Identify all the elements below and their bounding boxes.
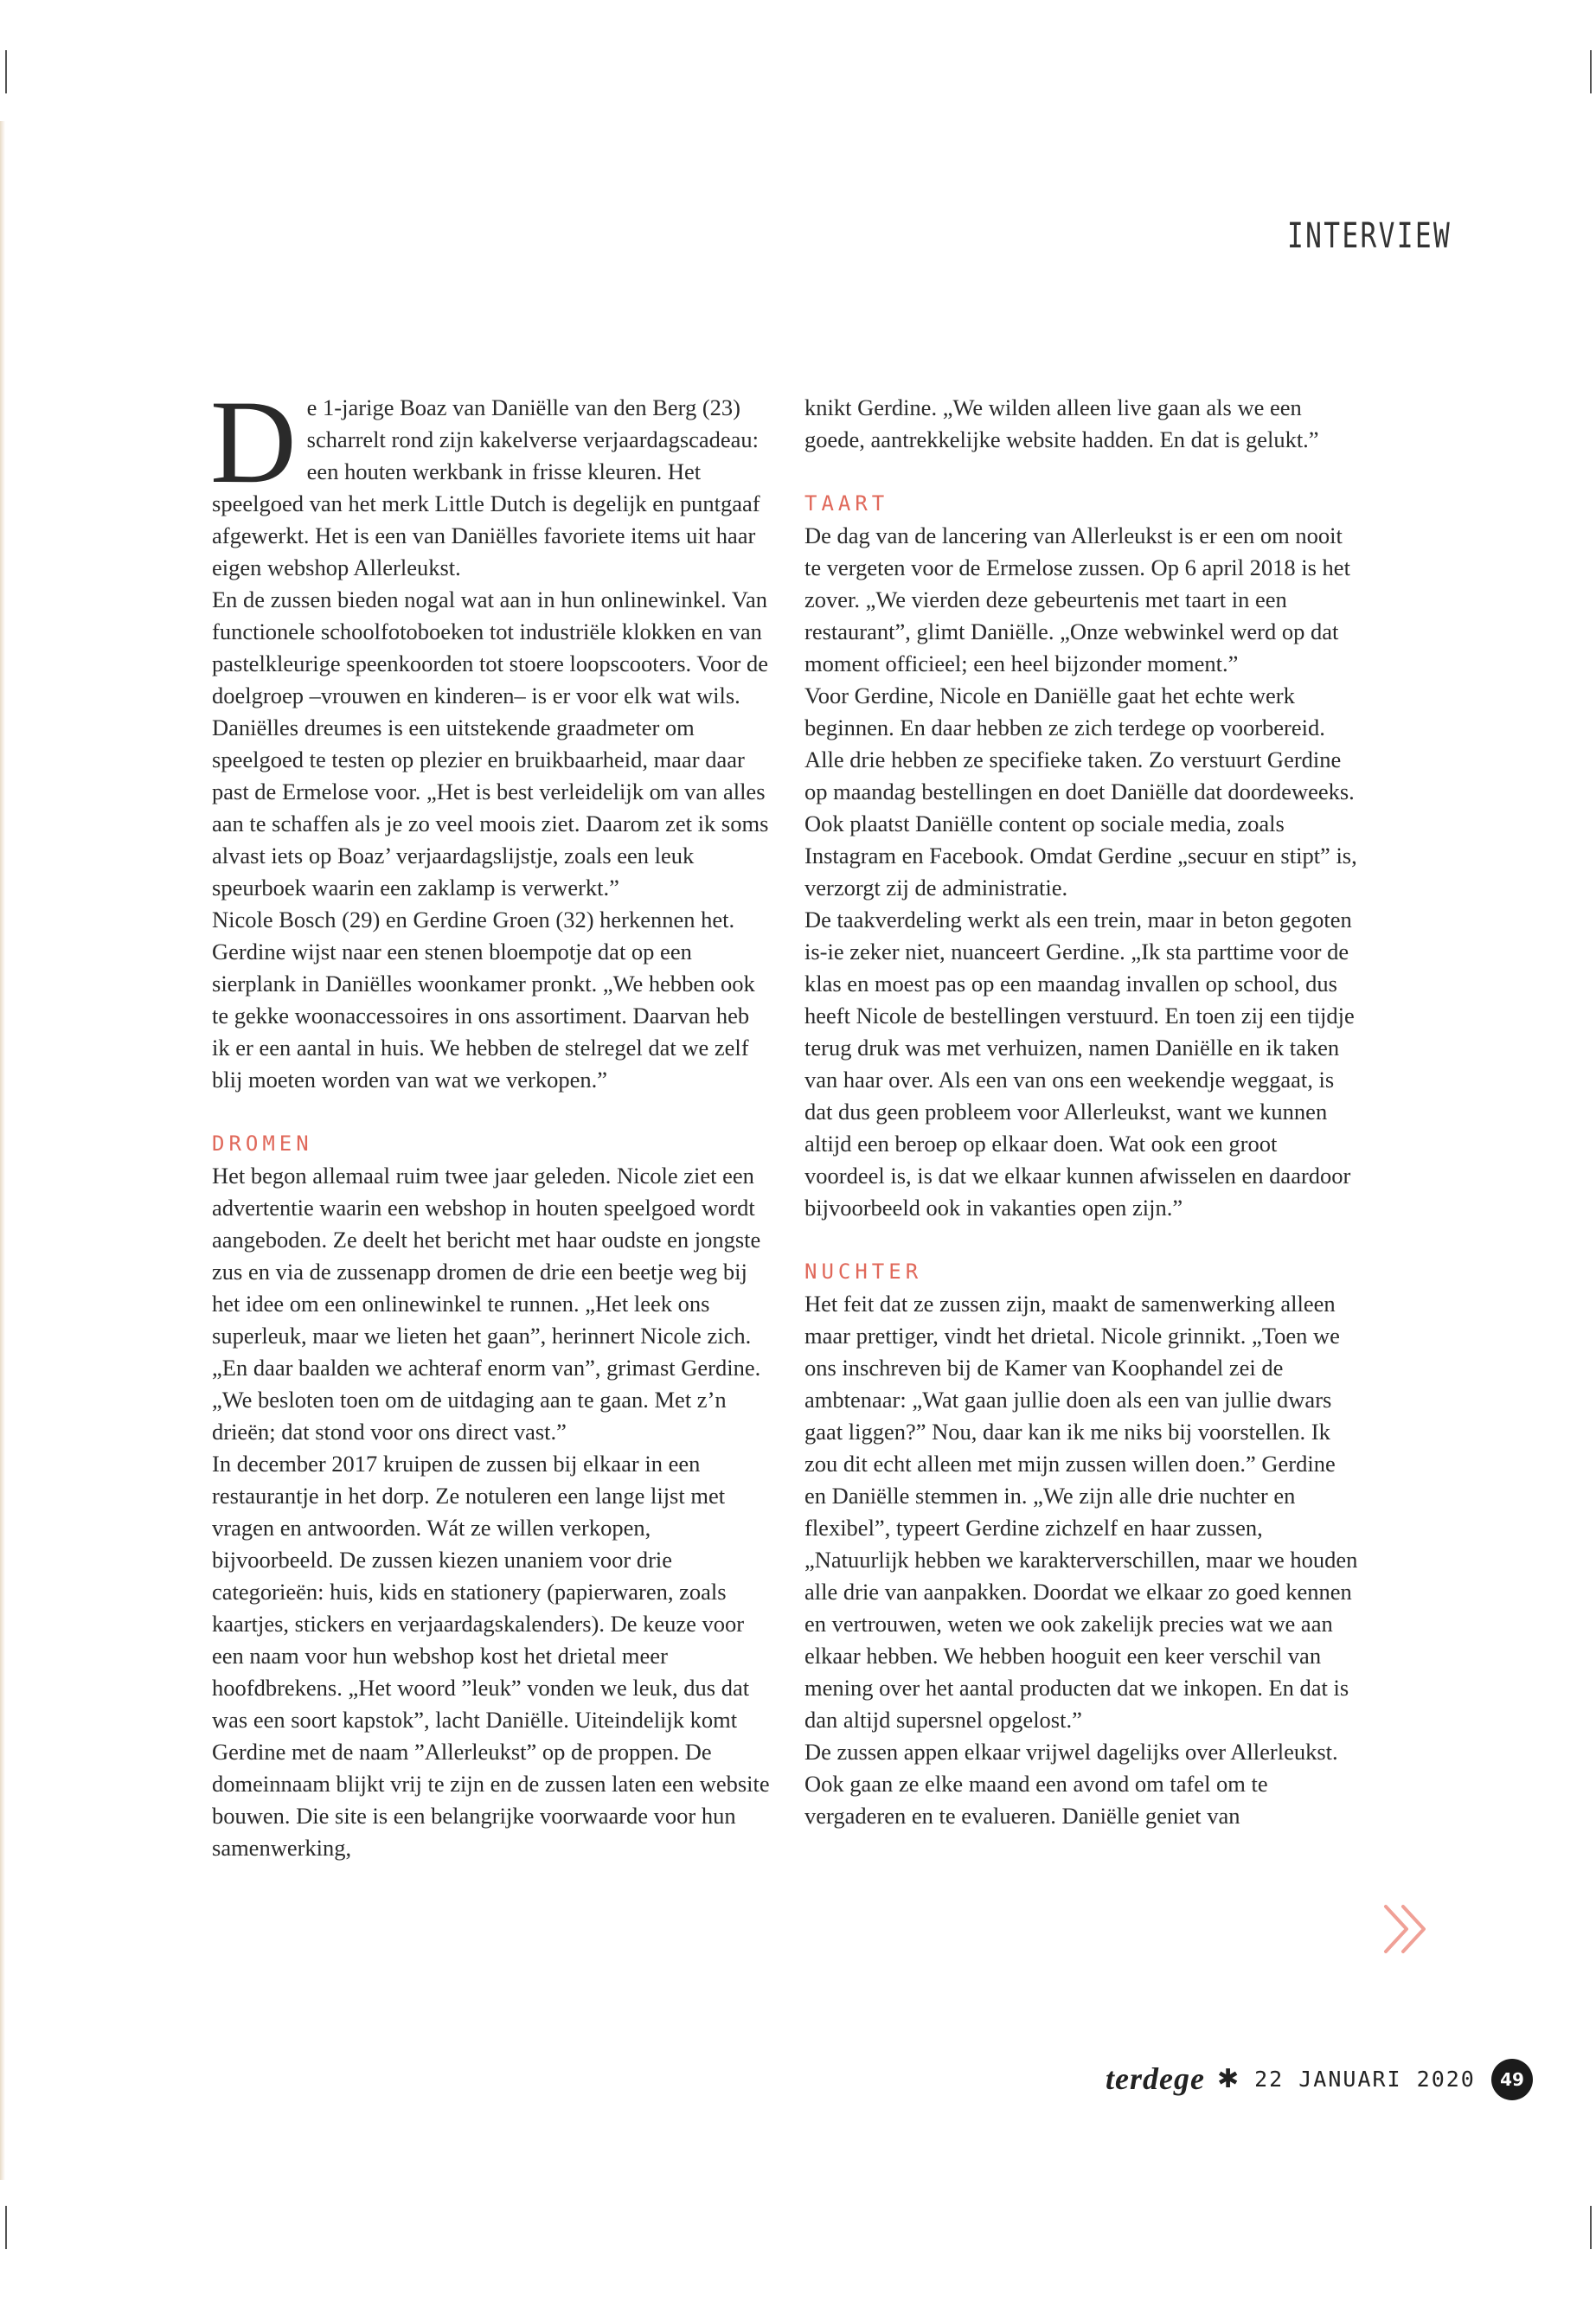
- body-paragraph: En de zussen bieden nogal wat aan in hun onlinewinkel. Van functionele schoolfotoboeken tot industriële klokken en van pastelkleurige speenkoorden tot stoere loopscooters. Voor de doelgroep –vrouwen en kinderen– is er voor elk wat wils. Daniëlles dreumes is een uitstekende graadmeter om speelgoed te testen op plezier en bruikbaarheid, maar daar past de Ermelose voor. „Het is best verleidelijk om van alles aan te schaffen als je zo veel moois ziet. Daarom zet ik soms alvast iets op Boaz’ verjaardagslijstje, zoals een leuk speurboek waarin een zaklamp is verwerkt.”: [212, 586, 769, 901]
- subhead-taart: TAART: [804, 491, 889, 516]
- subhead-dromen: DROMEN: [212, 1131, 313, 1156]
- double-chevron-right-icon: [1379, 1901, 1434, 1957]
- body-paragraph: Nicole Bosch (29) en Gerdine Groen (32) herkennen het. Gerdine wijst naar een stenen bloempotje dat op een sierplank in Daniëlles woonkamer pronkt. „We hebben ook te gekke woonaccessoires in ons assortiment. Daarvan heb ik er een aantal in huis. We hebben de stelregel dat we zelf blij moeten worden van wat we verkopen.”: [212, 907, 755, 1093]
- body-paragraph: De dag van de lancering van Allerleukst is er een om nooit te vergeten voor de Ermelose zussen. Op 6 april 2018 is het zover. „We vierden deze gebeurtenis met taart in een restaurant”, glimt Daniëlle. „Onze webwinkel werd op dat moment officieel; een heel bijzonder moment.”: [804, 522, 1350, 676]
- body-paragraph: knikt Gerdine. „We wilden alleen live gaan als we een goede, aantrekkelijke website hadden. En dat is gelukt.”: [804, 394, 1319, 452]
- body-paragraph: Voor Gerdine, Nicole en Daniëlle gaat het echte werk beginnen. En daar hebben ze zich terdege op voorbereid. Alle drie hebben ze specifieke taken. Zo verstuurt Gerdine op maandag bestellingen en doet Daniëlle dat doordeweeks. Ook plaatst Daniëlle content op sociale media, zoals Instagram en Facebook. Omdat Gerdine „secuur en stipt” is, verzorgt zij de administratie.: [804, 683, 1357, 901]
- crop-mark-top-left: [5, 50, 7, 93]
- page-number: 49: [1491, 2059, 1533, 2100]
- footer-brand-logo: terdege: [1106, 2061, 1205, 2096]
- article-column-right: [804, 392, 1358, 1832]
- body-paragraph: In december 2017 kruipen de zussen bij elkaar in een restaurantje in het dorp. Ze notuleren een lange lijst met vragen en antwoorden. Wát ze willen verkopen, bijvoorbeeld. De zussen kiezen unaniem voor drie categorieën: huis, kids en stationery (papierwaren, zoals kaartjes, stickers en verjaardagskalenders). De keuze voor een naam voor hun webshop kost het drietal meer hoofdbrekens. „Het woord ”leuk” vonden we leuk, dus dat was een soort kapstok”, lacht Daniëlle. Uiteindelijk komt Gerdine met de naam ”Allerleukst” op de proppen. De domeinnaam blijkt vrij te zijn en de zussen laten een website bouwen. Die site is een belangrijke voorwaarde voor hun samenwerking,: [212, 1451, 770, 1861]
- page-edge-shadow: [0, 121, 5, 2180]
- crop-mark-top-right: [1590, 50, 1592, 93]
- article-column-left: [210, 375, 772, 1864]
- subhead-nuchter: NUCHTER: [804, 1259, 923, 1284]
- crop-mark-bottom-left: [5, 2206, 7, 2249]
- body-paragraph: Het begon allemaal ruim twee jaar geleden. Nicole ziet een advertentie waarin een webshop in houten speelgoed wordt aangeboden. Ze deelt het bericht met haar oudste en jongste zus en via de zussenapp dromen de drie een beetje weg bij het idee om een onlinewinkel te runnen. „Het leek ons superleuk, maar we lieten het gaan”, herinnert Nicole zich. „En daar baalden we achteraf enorm van”, grimast Gerdine. „We besloten toen om de uitdaging aan te gaan. Met z’n drieën; dat stond voor ons direct vast.”: [212, 1163, 761, 1445]
- drop-cap: D: [210, 375, 297, 508]
- footer: [1106, 2057, 1476, 2100]
- body-paragraph: Het feit dat ze zussen zijn, maakt de samenwerking alleen maar prettiger, vindt het drietal. Nicole grinnikt. „Toen we ons inschreven bij de Kamer van Koophandel zei de ambtenaar: „Wat gaan jullie doen als een van jullie dwars gaat liggen?” Nou, daar kan ik me niks bij voorstellen. Ik zou dit echt alleen met mijn zussen willen doen.” Gerdine en Daniëlle stemmen in. „We zijn alle drie nuchter en flexibel”, typeert Gerdine zichzelf en haar zussen, „Natuurlijk hebben we karakterverschillen, maar we houden alle drie van aanpakken. Doordat we elkaar zo goed kennen en vertrouwen, weten we ook zakelijk precies wat we aan elkaar hebben. We hebben hooguit een keer verschil van mening over het aantal producten dat we inkopen. En dat is dan altijd supersnel opgelost.”: [804, 1291, 1358, 1733]
- body-paragraph: De zussen appen elkaar vrijwel dagelijks over Allerleukst. Ook gaan ze elke maand een avond om tafel om te vergaderen en te evalueren. Daniëlle geniet van: [804, 1739, 1338, 1829]
- asterisk-icon: ✱: [1216, 2063, 1240, 2094]
- section-label: INTERVIEW: [1287, 216, 1452, 256]
- crop-mark-bottom-right: [1590, 2206, 1592, 2249]
- issue-date: 22 JANUARI 2020: [1254, 2066, 1476, 2092]
- intro-paragraph: De 1-jarige Boaz van Daniëlle van den Berg (23) scharrelt rond zijn kakelverse verjaardagscadeau: een houten werkbank in frisse kleuren. Het speelgoed van het merk Little Dutch is degelijk en puntgaaf afgewerkt. Het is een van Daniëlles favoriete items uit haar eigen webshop Allerleukst.: [210, 375, 760, 580]
- body-paragraph: De taakverdeling werkt als een trein, maar in beton gegoten is-ie zeker niet, nuanceert Gerdine. „Ik sta parttime voor de klas en moest pas op een maandag invallen op school, dus heeft Nicole de bestellingen verstuurd. En toen zij een tijdje terug druk was met verhuizen, namen Daniëlle en ik taken van haar over. Als een van ons een weekendje weggaat, is dat dus geen probleem voor Allerleukst, want we kunnen altijd een beroep op elkaar doen. Wat ook een groot voordeel is, is dat we elkaar kunnen afwisselen en daardoor bijvoorbeeld ook in vakanties open zijn.”: [804, 907, 1355, 1221]
